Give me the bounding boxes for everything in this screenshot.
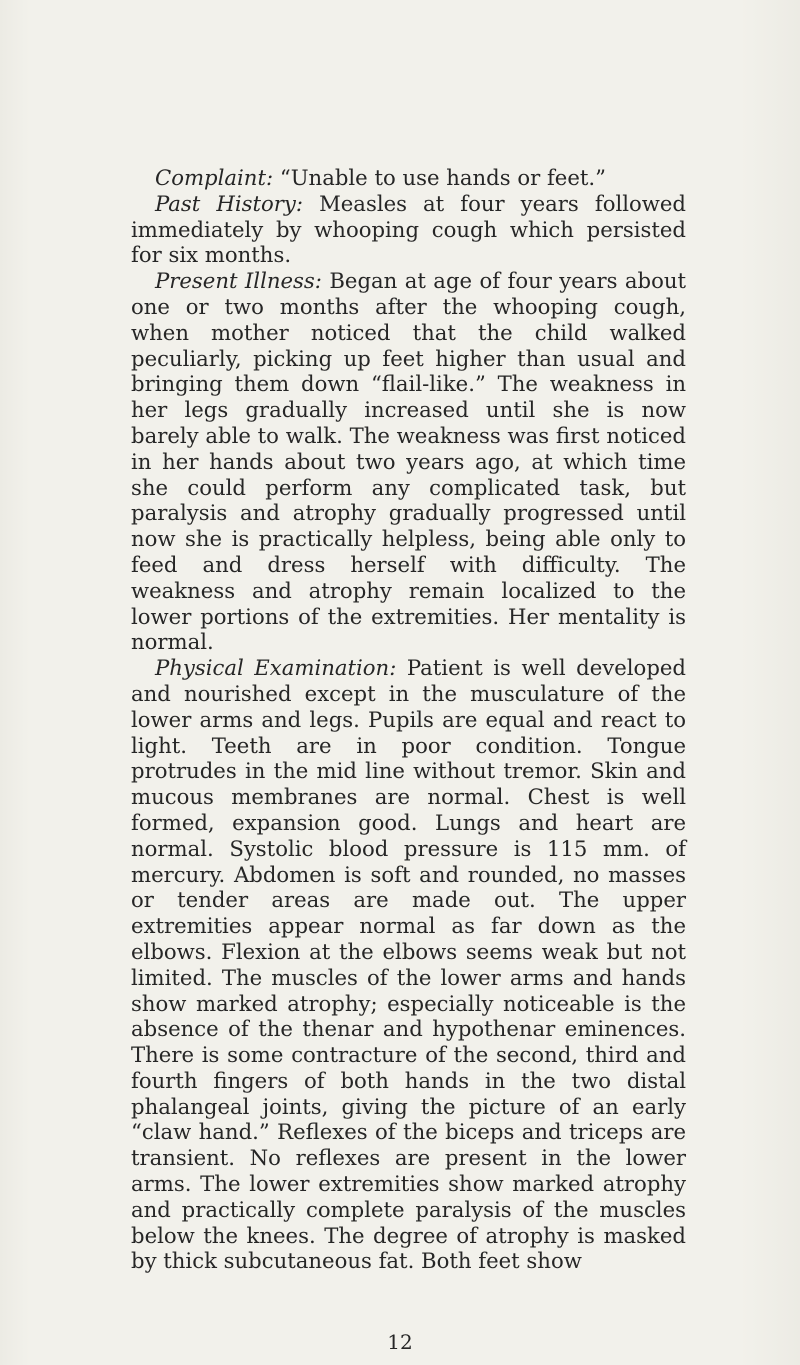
complaint-label: Complaint: (155, 165, 274, 190)
complaint-paragraph (131, 165, 686, 191)
physical-examination-text: Patient is well developed and nourished except in the musculature of the lower arms and legs. Pupils are equal and react to light. Teeth are in poor condition. Tongue protrudes in the mid line without tremor. Skin and mucous membranes are normal. Chest is well formed, expansion good. Lungs and heart are normal. Systolic blood pressure is 115 mm. of mercury. Abdomen is soft and rounded, no masses or tender areas are made out. The upper extremities appear normal as far down as the elbows. Flexion at the elbows seems weak but not limited. The muscles of the lower arms and hands show marked atrophy; especially noticeable is the absence of the thenar and hypothenar eminences. There is some contracture of the second, third and fourth fingers of both hands in the two distal phalangeal joints, giving the picture of an early “claw hand.” Reflexes of the biceps and triceps are transient. No reflexes are present in the lower arms. The lower extremities show marked atrophy and practically complete paralysis of the muscles below the knees. The degree of atrophy is masked by thick subcutaneous fat. Both feet show (131, 655, 686, 1274)
past-history-label: Past History: (155, 190, 304, 216)
physical-examination-label: Physical Examination: (155, 655, 397, 681)
physical-examination-paragraph (131, 655, 686, 1274)
present-illness-paragraph (131, 268, 686, 655)
past-history-paragraph (131, 191, 686, 268)
case-history-text (131, 165, 686, 1274)
present-illness-text: Began at age of four years about one or two months after the whooping cough, when mother noticed that the child walked peculiarly, picking up feet higher than usual and bringing them down “flail-like.” The weakness in her legs gradually increased until she is now barely able to walk. The weakness was first noticed in her hands about two years ago, at which time she could perform any complicated task, but paralysis and atrophy gradually progressed until now she is practically helpless, being able only to feed and dress herself with difficulty. The weakness and atrophy remain localized to the lower portions of the extremities. Her mentality is normal. (131, 268, 686, 655)
complaint-text: “Unable to use hands or feet.” (279, 165, 606, 190)
past-history-text: Measles at four years followed immediately by whooping cough which persisted for six months. (131, 190, 686, 268)
page-number: 12 (387, 1330, 413, 1354)
present-illness-label: Present Illness: (155, 268, 322, 294)
